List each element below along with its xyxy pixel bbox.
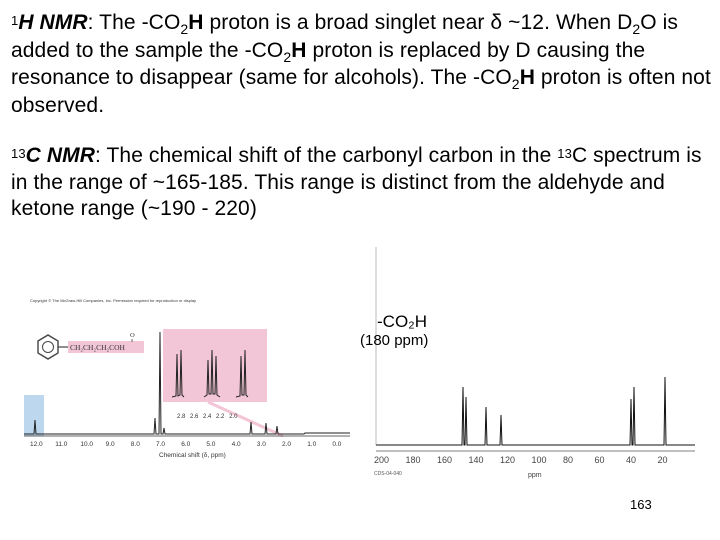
x-tick-label: 0.0 — [332, 441, 342, 448]
inset-tick-label: 2.4 — [203, 414, 212, 420]
x-tick-label: 4.0 — [231, 441, 241, 448]
carbonyl-oxygen: O — [130, 332, 135, 339]
text: : The chemical shift of the carbonyl carbon in the — [95, 144, 558, 167]
text: C spectrum is in the range of ~165-185. This range is distinct from the aldehyde and ketone range (~190 - 220) — [11, 144, 702, 220]
spectrum-code: CDS-04-040 — [374, 471, 402, 477]
subscript: 2 — [632, 21, 641, 37]
x-tick-label: 60 — [594, 455, 605, 465]
page-number: 163 — [630, 497, 652, 512]
inset-tick-label: 2.0 — [229, 414, 238, 420]
text: proton is a broad singlet near — [203, 11, 491, 34]
x-tick-label: 1.0 — [307, 441, 317, 448]
x-tick-label: 2.0 — [282, 441, 292, 448]
x-tick-label: 80 — [563, 455, 574, 465]
x-tick-label: 140 — [468, 455, 484, 465]
cooh-annotation: -CO₂H — [377, 312, 428, 331]
x-tick-label: 7.0 — [156, 441, 166, 448]
delta-symbol: δ — [490, 11, 503, 34]
inset-tick-label: 2.8 — [177, 414, 186, 420]
subscript: 2 — [283, 48, 292, 65]
benzene-ring-icon — [38, 335, 58, 359]
molecule-formula: CH₂CH₂CH₂COH — [70, 343, 125, 352]
x-tick-label: 12.0 — [30, 441, 43, 448]
text: proton is replaced by D causing the resonance to disappear (same for alcohols). The -CO — [11, 38, 646, 89]
text: : The -CO — [87, 11, 181, 34]
carbon-nmr-spectrum — [350, 247, 695, 483]
nmr-label: C NMR — [25, 144, 95, 167]
paragraph-1h-nmr — [11, 10, 711, 119]
inset-ticks — [177, 414, 238, 420]
superscript: 13 — [11, 146, 26, 161]
x-tick-label: 20 — [657, 455, 668, 465]
x-tick-label: 200 — [374, 455, 390, 465]
x-tick-label: 180 — [405, 455, 421, 465]
x-tick-label: 6.0 — [181, 441, 191, 448]
nmr-label: H NMR — [18, 11, 88, 34]
unit-label: ppm — [528, 472, 542, 479]
x-tick-label: 11.0 — [55, 441, 68, 448]
proton-nmr-spectrum — [24, 294, 350, 470]
inset-tick-label: 2.2 — [216, 414, 225, 420]
cooh-ppm-annotation: (180 ppm) — [360, 332, 429, 349]
carbon-peaks — [376, 377, 695, 445]
bold-h: H — [519, 66, 535, 89]
x-tick-label: 40 — [626, 455, 637, 465]
x-tick-label: 9.0 — [105, 441, 115, 448]
subscript: 2 — [180, 21, 189, 37]
superscript: 1 — [11, 13, 19, 28]
x-tick-label: 5.0 — [206, 441, 216, 448]
bold-h: H — [291, 38, 307, 62]
text: O is added to the sample the -CO — [11, 11, 679, 62]
text: ~12. When D — [502, 11, 633, 34]
x-axis-label: Chemical shift (δ, ppm) — [159, 452, 226, 459]
x-tick-label: 100 — [531, 455, 547, 465]
inset-tick-label: 2.6 — [190, 414, 199, 420]
superscript: 13 — [557, 146, 572, 161]
benzene-ring-circle — [43, 342, 54, 353]
x-tick-label: 120 — [500, 455, 516, 465]
x-tick-label: 8.0 — [130, 441, 140, 448]
x-tick-label: 160 — [437, 455, 453, 465]
bold-h: H — [188, 11, 204, 34]
paragraph-13c-nmr — [11, 143, 711, 223]
copyright-text: Copyright © The McGraw-Hill Companies, Inc. Permission required for reproduction or display — [30, 298, 197, 303]
x-tick-label: 10.0 — [80, 441, 94, 448]
x-tick-label: 3.0 — [256, 441, 266, 448]
subscript: 2 — [511, 76, 520, 92]
text: proton is often not observed. — [11, 66, 711, 117]
